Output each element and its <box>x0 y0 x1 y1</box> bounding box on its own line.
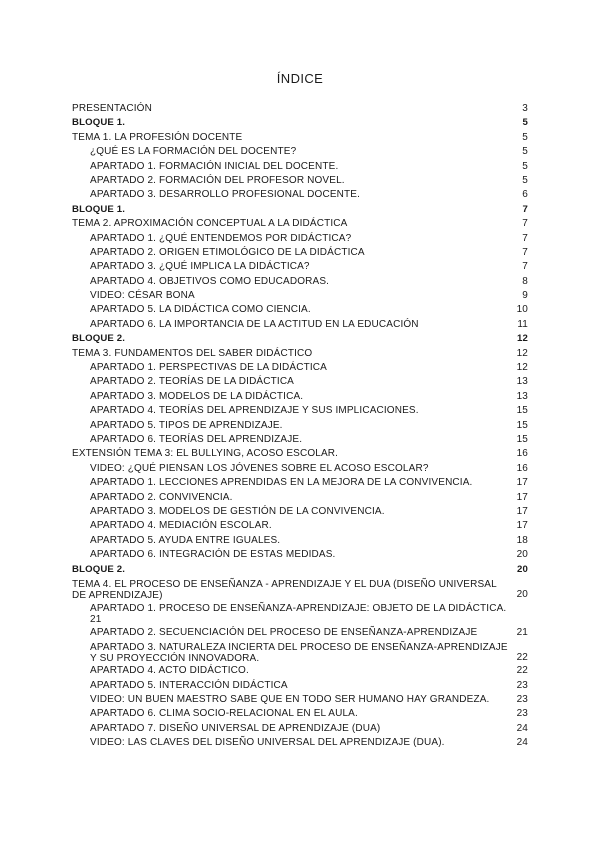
toc-entry-title: APARTADO 6. LA IMPORTANCIA DE LA ACTITUD EN LA EDUCACIÓN <box>90 318 419 330</box>
toc-page-number: 17 <box>516 520 528 532</box>
toc-entry-title: APARTADO 6. INTEGRACIÓN DE ESTAS MEDIDAS. <box>90 549 336 561</box>
toc-page-number: 5 <box>522 174 528 186</box>
toc-subentry[interactable] <box>72 303 528 317</box>
toc-page-number: 7 <box>522 218 528 230</box>
toc-page-number: 5 <box>522 131 528 143</box>
toc-page-number: 7 <box>522 261 528 273</box>
toc-page-number: 20 <box>517 563 528 575</box>
toc-entry-title: VIDEO: CÉSAR BONA <box>90 290 195 302</box>
toc-entry[interactable] <box>72 203 528 217</box>
toc-entry-title: TEMA 1. LA PROFESIÓN DOCENTE <box>72 131 243 143</box>
toc-entry-title: APARTADO 5. LA DIDÁCTICA COMO CIENCIA. <box>90 304 311 316</box>
toc-entry-title: APARTADO 2. SECUENCIACIÓN DEL PROCESO DE ENSEÑANZA-APRENDIZAJE <box>90 626 478 638</box>
toc-subentry[interactable] <box>72 462 528 476</box>
toc-entry-title: BLOQUE 2. <box>72 333 126 345</box>
toc-page-number: 6 <box>522 189 528 201</box>
toc-page-number: 5 <box>522 160 528 172</box>
toc-page-number: 8 <box>522 275 528 287</box>
toc-subentry[interactable] <box>72 375 528 389</box>
toc-subentry[interactable] <box>72 519 528 533</box>
toc-entry-title: APARTADO 5. AYUDA ENTRE IGUALES. <box>90 534 281 546</box>
toc-page-number: 18 <box>516 534 528 546</box>
toc-page-number: 11 <box>517 318 528 330</box>
toc-page-number: 15 <box>516 405 528 417</box>
toc-page-number: 22 <box>516 652 528 664</box>
toc-entry-title: APARTADO 5. TIPOS DE APRENDIZAJE. <box>90 419 283 431</box>
toc-subentry[interactable] <box>72 693 528 707</box>
toc-subentry[interactable] <box>72 476 528 490</box>
toc-entry-title: APARTADO 6. TEORÍAS DEL APRENDIZAJE. <box>90 433 303 445</box>
toc-entry-title: APARTADO 3. DESARROLLO PROFESIONAL DOCENTE. <box>90 189 361 201</box>
toc-subentry[interactable] <box>72 601 528 626</box>
toc-entry-title: APARTADO 4. OBJETIVOS COMO EDUCADORAS. <box>90 275 330 287</box>
toc-subentry[interactable] <box>72 491 528 505</box>
toc-subentry[interactable] <box>72 160 528 174</box>
toc-page-number: 21 <box>90 613 102 625</box>
toc-entry-title: APARTADO 1. PERSPECTIVAS DE LA DIDÁCTICA <box>90 362 327 374</box>
toc-subentry[interactable] <box>72 640 528 664</box>
toc-entry-title: APARTADO 3. MODELOS DE LA DIDÁCTICA. <box>90 390 304 402</box>
toc-entry-title: APARTADO 1. FORMACIÓN INICIAL DEL DOCENTE. <box>90 160 339 172</box>
toc-subentry[interactable] <box>72 404 528 418</box>
toc-page-number: 17 <box>516 477 528 489</box>
toc-subentry[interactable] <box>72 390 528 404</box>
toc-subentry[interactable] <box>72 664 528 678</box>
toc-subentry[interactable] <box>72 707 528 721</box>
toc-page-number: 17 <box>516 491 528 503</box>
toc-subentry[interactable] <box>72 260 528 274</box>
toc-page-number: 5 <box>522 146 528 158</box>
toc-entry-title: APARTADO 2. ORIGEN ETIMOLÓGICO DE LA DIDÁCTICA <box>90 246 365 258</box>
toc-subentry[interactable] <box>72 246 528 260</box>
toc-page-number: 7 <box>522 246 528 258</box>
toc-entry-title: TEMA 3. FUNDAMENTOS DEL SABER DIDÁCTICO <box>72 347 313 359</box>
toc-subentry[interactable] <box>72 433 528 447</box>
toc-page-number: 21 <box>516 626 528 638</box>
toc-entry-title: BLOQUE 2. <box>72 563 126 575</box>
toc-entry[interactable] <box>72 102 528 116</box>
toc-entry[interactable] <box>72 447 528 461</box>
toc-subentry[interactable] <box>72 722 528 736</box>
toc-entry-title: BLOQUE 1. <box>72 117 126 129</box>
table-of-contents <box>72 102 528 751</box>
toc-entry[interactable] <box>72 577 528 601</box>
toc-entry[interactable] <box>72 217 528 231</box>
toc-subentry[interactable] <box>72 232 528 246</box>
toc-page-number: 15 <box>516 419 528 431</box>
toc-entry[interactable] <box>72 563 528 577</box>
toc-page-number: 22 <box>516 665 528 677</box>
toc-entry-title: VIDEO: UN BUEN MAESTRO SABE QUE EN TODO SER HUMANO HAY GRANDEZA. <box>90 694 490 706</box>
toc-page-number: 13 <box>516 390 528 402</box>
toc-entry-title: APARTADO 3. ¿QUÉ IMPLICA LA DIDÁCTICA? <box>90 261 310 273</box>
toc-page-number: 5 <box>522 117 528 129</box>
toc-page-number: 24 <box>516 737 528 749</box>
toc-page-number: 9 <box>522 290 528 302</box>
toc-page-number: 7 <box>522 232 528 244</box>
toc-subentry[interactable] <box>72 626 528 640</box>
toc-entry-title: APARTADO 3. NATURALEZA INCIERTA DEL PROCESO DE ENSEÑANZA-APRENDIZAJE Y SU PROYECCIÓN INNOVADORA. <box>90 642 508 665</box>
toc-entry-title: APARTADO 7. DISEÑO UNIVERSAL DE APRENDIZAJE (DUA) <box>90 722 381 734</box>
toc-entry-title: PRESENTACIÓN <box>72 103 152 114</box>
toc-page-number: 15 <box>516 433 528 445</box>
toc-subentry[interactable] <box>72 736 528 750</box>
toc-entry-title: BLOQUE 1. <box>72 203 126 215</box>
toc-entry-title: EXTENSIÓN TEMA 3: EL BULLYING, ACOSO ESCOLAR. <box>72 448 339 460</box>
toc-entry-title: VIDEO: ¿QUÉ PIENSAN LOS JÓVENES SOBRE EL ACOSO ESCOLAR? <box>90 462 429 474</box>
toc-page-number: 24 <box>516 722 528 734</box>
toc-entry-title: APARTADO 5. INTERACCIÓN DIDÁCTICA <box>90 679 288 691</box>
toc-page-number: 13 <box>516 376 528 388</box>
toc-entry-title: APARTADO 1. LECCIONES APRENDIDAS EN LA MEJORA DE LA CONVIVENCIA. <box>90 477 473 489</box>
toc-page-number: 20 <box>516 549 528 561</box>
toc-page-number: 23 <box>516 694 528 706</box>
toc-entry-title: TEMA 2. APROXIMACIÓN CONCEPTUAL A LA DIDÁCTICA <box>72 218 348 230</box>
toc-entry-title: APARTADO 3. MODELOS DE GESTIÓN DE LA CONVIVENCIA. <box>90 505 385 517</box>
toc-subentry[interactable] <box>72 289 528 303</box>
toc-subentry[interactable] <box>72 318 528 332</box>
toc-entry[interactable] <box>72 131 528 145</box>
toc-entry[interactable] <box>72 332 528 346</box>
toc-entry-title: APARTADO 4. MEDIACIÓN ESCOLAR. <box>90 520 272 532</box>
toc-entry-title: TEMA 4. EL PROCESO DE ENSEÑANZA - APRENDIZAJE Y EL DUA (DISEÑO UNIVERSAL DE APRENDIZAJE) <box>72 578 497 601</box>
toc-page-number: 23 <box>516 708 528 720</box>
toc-subentry[interactable] <box>72 534 528 548</box>
toc-entry[interactable] <box>72 347 528 361</box>
toc-page-number: 16 <box>516 448 528 460</box>
toc-subentry[interactable] <box>72 419 528 433</box>
toc-subentry[interactable] <box>72 145 528 159</box>
toc-subentry[interactable] <box>72 548 528 562</box>
toc-entry[interactable] <box>72 116 528 130</box>
toc-entry-title: APARTADO 6. CLIMA SOCIO-RELACIONAL EN EL AULA. <box>90 708 358 720</box>
toc-page-number: 17 <box>516 505 528 517</box>
page-title: ÍNDICE <box>276 71 324 86</box>
toc-entry-title: APARTADO 1. PROCESO DE ENSEÑANZA-APRENDIZAJE: OBJETO DE LA DIDÁCTICA. <box>90 602 507 614</box>
toc-entry-title: APARTADO 2. FORMACIÓN DEL PROFESOR NOVEL. <box>90 174 345 186</box>
toc-entry-title: APARTADO 1. ¿QUÉ ENTENDEMOS POR DIDÁCTICA? <box>90 232 352 244</box>
toc-subentry[interactable] <box>72 505 528 519</box>
toc-entry-title: APARTADO 4. ACTO DIDÁCTICO. <box>90 665 249 677</box>
toc-entry-title: APARTADO 4. TEORÍAS DEL APRENDIZAJE Y SUS IMPLICACIONES. <box>90 405 419 417</box>
toc-page-number: 23 <box>516 679 528 691</box>
toc-entry-title: VIDEO: LAS CLAVES DEL DISEÑO UNIVERSAL DEL APRENDIZAJE (DUA). <box>90 737 445 749</box>
toc-page-number: 12 <box>517 333 528 345</box>
toc-page-number: 3 <box>522 103 528 114</box>
toc-page-number: 7 <box>522 203 528 215</box>
toc-entry-title: APARTADO 2. TEORÍAS DE LA DIDÁCTICA <box>90 376 295 388</box>
toc-entry-title: APARTADO 2. CONVIVENCIA. <box>90 491 233 503</box>
toc-page-number: 12 <box>516 347 528 359</box>
toc-subentry[interactable] <box>72 188 528 202</box>
toc-page-number: 12 <box>516 362 528 374</box>
toc-subentry[interactable] <box>72 361 528 375</box>
toc-subentry[interactable] <box>72 679 528 693</box>
toc-page-number: 16 <box>516 462 528 474</box>
toc-subentry[interactable] <box>72 174 528 188</box>
toc-page-number: 20 <box>516 588 528 600</box>
toc-entry-title: ¿QUÉ ES LA FORMACIÓN DEL DOCENTE? <box>90 146 297 158</box>
toc-page-number: 10 <box>516 304 528 316</box>
toc-subentry[interactable] <box>72 275 528 289</box>
